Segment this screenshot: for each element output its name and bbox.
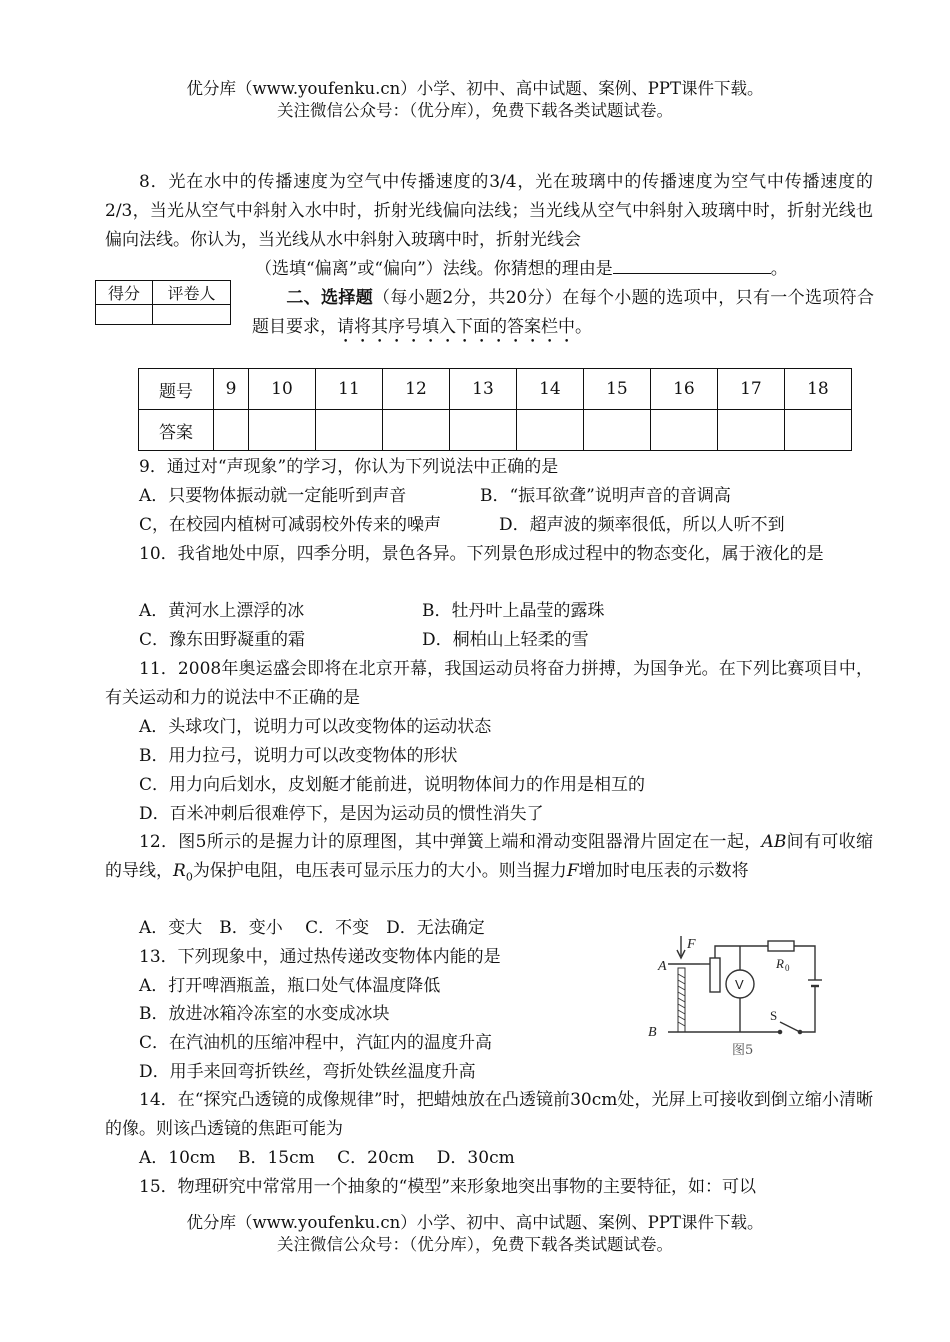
q12-f: F <box>566 861 579 881</box>
q11-option-c[interactable]: C．用力向后划水，皮划艇才能前进，说明物体间力的作用是相互的 <box>139 775 646 795</box>
score-label: 得分 <box>96 281 153 305</box>
question-number-cell: 14 <box>516 369 583 410</box>
q11-stem: 11．2008年奥运盛会即将在北京开幕，我国运动员将奋力拼搏，为国争光。在下列比赛项目中，有关运动和力的说法中不正确的是 <box>105 659 873 708</box>
figure-label-f: F <box>687 937 696 952</box>
question-number-cell: 16 <box>650 369 717 410</box>
q12-r0-sub: 0 <box>185 870 193 884</box>
q11-option-d[interactable]: D．百米冲刺后很难停下，是因为运动员的惯性消失了 <box>139 804 544 824</box>
answer-cell[interactable] <box>784 410 851 451</box>
figure-label-a: A <box>658 959 667 974</box>
q9-option-a[interactable]: A．只要物体振动就一定能听到声音 <box>139 486 407 506</box>
q12-options[interactable]: A．变大 B．变小 C．不变 D．无法确定 <box>139 918 485 938</box>
section-2-heading <box>252 284 874 347</box>
page-header <box>0 78 950 122</box>
q13-option-d[interactable]: D．用手来回弯折铁丝，弯折处铁丝温度升高 <box>139 1062 476 1082</box>
header-line-1: 优分库（www.youfenku.cn）小学、初中、高中试题、案例、PPT课件下载。 <box>186 79 764 98</box>
q11-option-a[interactable]: A．头球攻门，说明力可以改变物体的运动状态 <box>139 717 492 737</box>
answer-cell[interactable] <box>650 410 717 451</box>
score-cell[interactable] <box>96 305 153 325</box>
q10-option-b[interactable]: B．牡丹叶上晶莹的露珠 <box>422 601 605 621</box>
question-number-cell: 12 <box>382 369 449 410</box>
q10-option-d[interactable]: D．桐柏山上轻柔的雪 <box>422 630 589 650</box>
q12-ab: AB <box>761 832 787 852</box>
q9-option-c[interactable]: C，在校园内植树可减弱校外传来的噪声 <box>139 515 442 535</box>
figure-label-b: B <box>648 1025 657 1040</box>
q10-option-a[interactable]: A．黄河水上漂浮的冰 <box>139 601 305 621</box>
q9-stem: 9．通过对“声现象”的学习，你认为下列说法中正确的是 <box>139 457 559 477</box>
question-number-cell: 9 <box>214 369 249 410</box>
q10-stem: 10．我省地处中原，四季分明，景色各异。下列景色形成过程中的物态变化，属于液化的是 <box>139 544 824 564</box>
answer-cell[interactable] <box>583 410 650 451</box>
answer-cell[interactable] <box>249 410 316 451</box>
q14-stem: 14．在“探究凸透镜的成像规律”时，把蜡烛放在凸透镜前30cm处，光屏上可接收到倒立缩小清晰的像。则该凸透镜的焦距可能为 <box>105 1090 873 1139</box>
q13-option-b[interactable]: B．放进冰箱冷冻室的水变成冰块 <box>139 1004 390 1024</box>
q10-option-c[interactable]: C．豫东田野凝重的霜 <box>139 630 306 650</box>
switch-label: S <box>770 1008 778 1023</box>
q12-stem <box>105 828 873 891</box>
question-8 <box>105 168 873 255</box>
section-2-desc: （每小题2分，共20分）在每个小题的选项中，只有一个选项符合题目要求， <box>252 288 875 337</box>
page-footer <box>0 1212 950 1256</box>
resistor-label-sub: 0 <box>785 963 790 973</box>
voltmeter-label: V <box>735 977 744 992</box>
question-number-cell: 10 <box>249 369 316 410</box>
q8-text-2: （选填“偏离”或“偏向”）法线。你猜想的理由是 <box>255 259 613 279</box>
question-number-cell: 18 <box>784 369 851 410</box>
answer-cell[interactable] <box>717 410 784 451</box>
section-2-emphasis: 请将其序号填入下面的答案栏中。 <box>337 317 592 337</box>
question-number-cell: 17 <box>717 369 784 410</box>
header-line-2: 关注微信公众号：（优分库），免费下载各类试题试卷。 <box>277 101 673 120</box>
answer-cell[interactable] <box>449 410 516 451</box>
section-2-title: 二、选择题 <box>286 288 374 308</box>
q12-r0: R <box>173 861 186 881</box>
q8-end: 。 <box>770 259 788 279</box>
answer-table-header-row <box>139 369 852 410</box>
q12-text-3: 为保护电阻，电压表可显示压力的大小。则当握力 <box>192 861 567 881</box>
score-box <box>95 280 231 325</box>
grader-cell[interactable] <box>153 305 231 325</box>
q12-text-2: 间有可收缩的导线， <box>105 832 874 881</box>
q8-answer-blank[interactable] <box>613 255 771 274</box>
answer-cell[interactable] <box>315 410 382 451</box>
answer-table-answer-row <box>139 410 852 451</box>
q15-stem: 15．物理研究中常常用一个抽象的“模型”来形象地突出事物的主要特征，如：可以 <box>139 1177 757 1197</box>
q11-option-b[interactable]: B．用力拉弓，说明力可以改变物体的形状 <box>139 746 458 766</box>
footer-line-1: 优分库（www.youfenku.cn）小学、初中、高中试题、案例、PPT课件下载。 <box>186 1213 764 1232</box>
question-number-cell: 11 <box>315 369 382 410</box>
q12-text-4: 增加时电压表的示数将 <box>578 861 749 881</box>
question-number-label: 题号 <box>139 369 214 410</box>
question-number-cell: 13 <box>449 369 516 410</box>
q14-options[interactable]: A．10cm B．15cm C．20cm D．30cm <box>139 1148 515 1168</box>
q9-option-b[interactable]: B．“振耳欲聋”说明声音的音调高 <box>480 486 731 506</box>
figure-5-circuit <box>640 928 840 1063</box>
resistor-label: R <box>776 956 784 971</box>
grader-label: 评卷人 <box>153 281 231 305</box>
q12-text-1: 12．图5所示的是握力计的原理图，其中弹簧上端和滑动变阻器滑片固定在一起， <box>139 832 762 852</box>
figure-caption: 图5 <box>732 1043 754 1058</box>
answer-cell[interactable] <box>382 410 449 451</box>
footer-line-2: 关注微信公众号：（优分库），免费下载各类试题试卷。 <box>277 1235 673 1254</box>
q13-stem: 13．下列现象中，通过热传递改变物体内能的是 <box>139 947 501 967</box>
question-number-cell: 15 <box>583 369 650 410</box>
answer-cell[interactable] <box>516 410 583 451</box>
q9-option-d[interactable]: D．超声波的频率很低，所以人听不到 <box>499 515 785 535</box>
answer-label: 答案 <box>139 410 214 451</box>
answer-table <box>138 368 852 451</box>
q13-option-a[interactable]: A．打开啤酒瓶盖，瓶口处气体温度降低 <box>139 976 441 996</box>
q8-continuation <box>255 255 788 283</box>
q8-text: 8．光在水中的传播速度为空气中传播速度的3/4，光在玻璃中的传播速度为空气中传播速度的2/3，当光从空气中斜射入水中时，折射光线偏向法线；当光线从空气中斜射入玻璃中时，折射光线也偏向法线。你认为，当光线从水中斜射入玻璃中时，折射光线会 <box>105 172 873 250</box>
answer-cell[interactable] <box>214 410 249 451</box>
q13-option-c[interactable]: C．在汽油机的压缩冲程中，汽缸内的温度升高 <box>139 1033 493 1053</box>
